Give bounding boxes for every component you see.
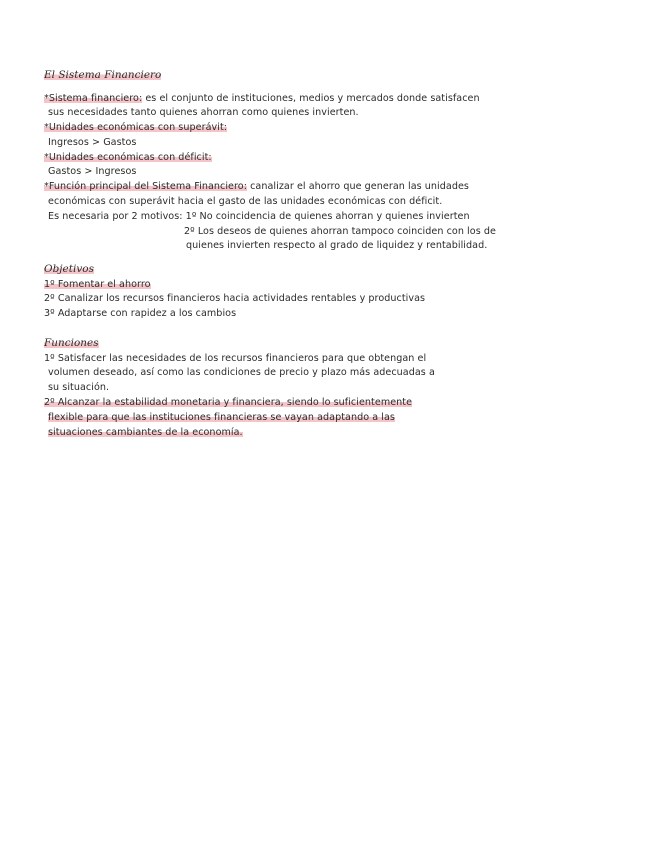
funcion-item-2-line: flexible para que las instituciones financieras se vayan adaptando a las xyxy=(48,412,395,423)
funcion-item-2-line: 2º Alcanzar la estabilidad monetaria y financiera, siendo lo suficientemente xyxy=(44,397,413,408)
definition-line-2: sus necesidades tanto quienes ahorran como quienes invierten. xyxy=(48,107,359,118)
deficit-line xyxy=(44,152,212,164)
funcion-line xyxy=(44,181,469,193)
funcion-item-1-line: su situación. xyxy=(48,382,110,393)
objetivos-heading: Objetivos xyxy=(44,263,94,275)
definition-text: es el conjunto de instituciones, medios y mercados donde satisfacen xyxy=(142,93,480,104)
motivos-line-3: quienes invierten respecto al grado de liquidez y rentabilidad. xyxy=(186,240,488,251)
funcion-item-1-line: 1º Satisfacer las necesidades de los recursos financieros para que obtengan el xyxy=(44,353,427,364)
deficit-label: *Unidades económicas con déficit: xyxy=(44,152,212,163)
funciones-heading: Funciones xyxy=(44,337,99,349)
superavit-label: *Unidades económicas con superávit: xyxy=(44,122,228,133)
funcion-line-2: económicas con superávit hacia el gasto de las unidades económicas con déficit. xyxy=(48,196,443,207)
objetivo-item: 1º Fomentar el ahorro xyxy=(44,279,151,290)
objetivo-item: 2º Canalizar los recursos financieros hacia actividades rentables y productivas xyxy=(44,293,426,304)
definition-line xyxy=(44,93,480,105)
objetivo-item: 3º Adaptarse con rapidez a los cambios xyxy=(44,308,237,319)
motivos-line-1: Es necesaria por 2 motivos: 1º No coincidencia de quienes ahorran y quienes invierten xyxy=(48,211,470,222)
page-title: El Sistema Financiero xyxy=(44,69,162,81)
funcion-text: canalizar el ahorro que generan las unidades xyxy=(247,181,469,192)
funcion-item-1-line: volumen deseado, así como las condiciones de precio y plazo más adecuadas a xyxy=(48,367,435,378)
funcion-label: *Función principal del Sistema Financiero: xyxy=(44,181,247,192)
funcion-item-2-line: situaciones cambiantes de la economía. xyxy=(48,427,243,438)
motivos-line-2: 2º Los deseos de quienes ahorran tampoco coinciden con los de xyxy=(184,226,496,237)
deficit-text: Gastos > Ingresos xyxy=(48,166,137,177)
superavit-line xyxy=(44,122,227,134)
superavit-text: Ingresos > Gastos xyxy=(48,137,137,148)
definition-label: *Sistema financiero: xyxy=(44,93,143,104)
